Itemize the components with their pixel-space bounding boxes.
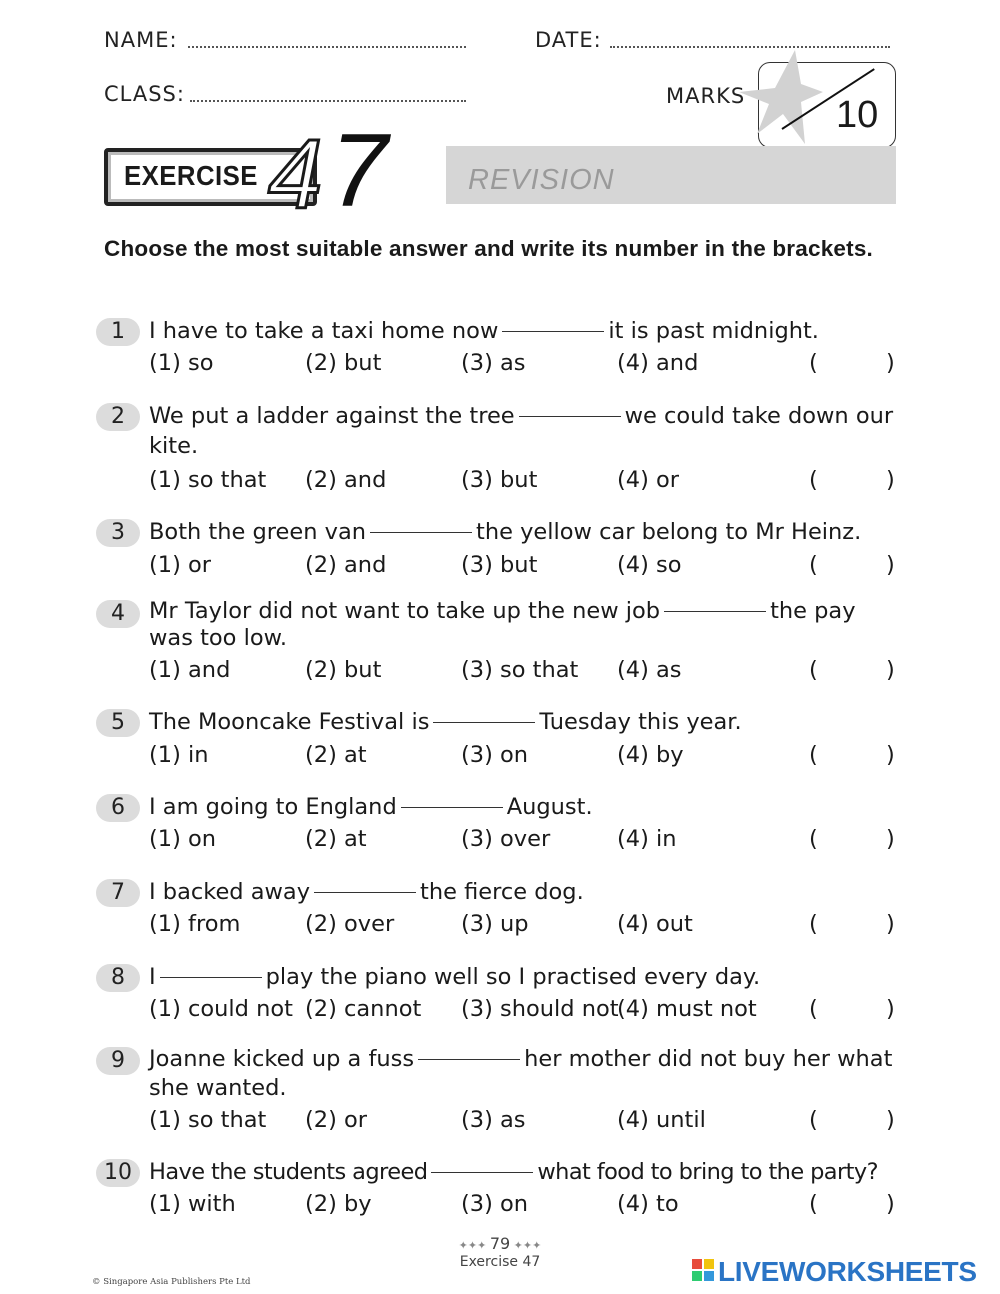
option-2[interactable]: (2) at bbox=[305, 742, 367, 768]
option-1[interactable]: (1) could not bbox=[149, 996, 293, 1022]
class-field[interactable] bbox=[190, 100, 466, 102]
option-4[interactable]: (4) in bbox=[617, 826, 677, 852]
exercise-label: EXERCISE bbox=[124, 160, 258, 191]
question-number: 8 bbox=[96, 964, 140, 992]
question-text-after: the yellow car belong to Mr Heinz. bbox=[476, 519, 862, 545]
option-3[interactable]: (3) up bbox=[461, 911, 529, 937]
question-text-after: Tuesday this year. bbox=[539, 709, 742, 735]
option-2[interactable]: (2) over bbox=[305, 911, 395, 937]
marks-label: MARKS bbox=[666, 84, 746, 108]
question-text bbox=[149, 1045, 897, 1103]
bracket-open: ( bbox=[809, 826, 818, 852]
bracket-close: ) bbox=[886, 1107, 895, 1133]
question-text-after: we could take down our kite. bbox=[149, 403, 894, 459]
option-2[interactable]: (2) and bbox=[305, 467, 387, 493]
option-1[interactable]: (1) or bbox=[149, 552, 212, 578]
option-4[interactable]: (4) and bbox=[617, 350, 699, 376]
question-text bbox=[149, 598, 897, 652]
bracket-open: ( bbox=[809, 996, 818, 1022]
page-number: ✦✦✦ 79 ✦✦✦ bbox=[458, 1234, 542, 1253]
option-1[interactable]: (1) with bbox=[149, 1191, 236, 1217]
question-text bbox=[149, 792, 897, 822]
bracket-close: ) bbox=[886, 826, 895, 852]
bracket-close: ) bbox=[886, 350, 895, 376]
question-text bbox=[149, 316, 897, 346]
instructions: Choose the most suitable answer and write its number in the brackets. bbox=[104, 236, 873, 261]
copyright: © Singapore Asia Publishers Pte Ltd bbox=[92, 1277, 251, 1287]
question-text bbox=[149, 877, 897, 907]
option-4[interactable]: (4) by bbox=[617, 742, 684, 768]
answer-blank[interactable] bbox=[664, 611, 766, 612]
ornament-right-icon: ✦✦✦ bbox=[510, 1239, 542, 1252]
question-number: 6 bbox=[96, 794, 140, 822]
option-4[interactable]: (4) or bbox=[617, 467, 680, 493]
date-label: DATE: bbox=[535, 28, 602, 52]
bracket-close: ) bbox=[886, 996, 895, 1022]
ornament-left-icon: ✦✦✦ bbox=[458, 1239, 490, 1252]
question-text-after: August. bbox=[506, 794, 593, 820]
option-1[interactable]: (1) so that bbox=[149, 467, 267, 493]
question-text bbox=[149, 401, 897, 461]
option-3[interactable]: (3) over bbox=[461, 826, 551, 852]
answer-blank[interactable] bbox=[418, 1059, 520, 1060]
bracket-open: ( bbox=[809, 742, 818, 768]
option-2[interactable]: (2) but bbox=[305, 350, 382, 376]
bracket-open: ( bbox=[809, 1191, 818, 1217]
bracket-close: ) bbox=[886, 1191, 895, 1217]
question-text-before: I am going to England bbox=[149, 794, 397, 820]
option-3[interactable]: (3) should not bbox=[461, 996, 619, 1022]
question-text-before: Both the green van bbox=[149, 519, 367, 545]
option-1[interactable]: (1) in bbox=[149, 742, 209, 768]
option-4[interactable]: (4) as bbox=[617, 657, 682, 683]
option-2[interactable]: (2) or bbox=[305, 1107, 368, 1133]
option-3[interactable]: (3) on bbox=[461, 742, 529, 768]
question-text-after: it is past midnight. bbox=[608, 318, 819, 344]
answer-blank[interactable] bbox=[433, 722, 535, 723]
option-2[interactable]: (2) at bbox=[305, 826, 367, 852]
bracket-open: ( bbox=[809, 467, 818, 493]
answer-blank[interactable] bbox=[370, 532, 472, 533]
option-2[interactable]: (2) but bbox=[305, 657, 382, 683]
question-text-after: what food to bring to the party? bbox=[537, 1159, 878, 1185]
bracket-open: ( bbox=[809, 1107, 818, 1133]
option-3[interactable]: (3) but bbox=[461, 552, 538, 578]
question-number: 10 bbox=[96, 1159, 140, 1187]
answer-blank[interactable] bbox=[519, 416, 621, 417]
exercise-reference: Exercise 47 bbox=[459, 1254, 541, 1270]
question-number: 4 bbox=[96, 600, 140, 628]
bracket-open: ( bbox=[809, 911, 818, 937]
bracket-close: ) bbox=[886, 742, 895, 768]
question-text-after: the fierce dog. bbox=[420, 879, 584, 905]
option-4[interactable]: (4) must not bbox=[617, 996, 757, 1022]
question-number: 1 bbox=[96, 318, 140, 346]
name-field[interactable] bbox=[188, 46, 466, 48]
question-number: 7 bbox=[96, 879, 140, 907]
option-4[interactable]: (4) until bbox=[617, 1107, 706, 1133]
bracket-open: ( bbox=[809, 657, 818, 683]
question-text-before: Joanne kicked up a fuss bbox=[149, 1046, 415, 1072]
question-text-before: I have to take a taxi home now bbox=[149, 318, 499, 344]
option-3[interactable]: (3) so that bbox=[461, 657, 579, 683]
answer-blank[interactable] bbox=[160, 977, 262, 978]
question-text-before: We put a ladder against the tree bbox=[149, 403, 515, 429]
option-4[interactable]: (4) to bbox=[617, 1191, 679, 1217]
answer-blank[interactable] bbox=[502, 331, 604, 332]
option-3[interactable]: (3) as bbox=[461, 1107, 526, 1133]
question-text-after: play the piano well so I practised every day. bbox=[265, 964, 761, 990]
question-text bbox=[149, 517, 897, 547]
bracket-close: ) bbox=[886, 657, 895, 683]
answer-blank[interactable] bbox=[431, 1172, 533, 1173]
question-text bbox=[149, 1157, 897, 1187]
option-1[interactable]: (1) from bbox=[149, 911, 241, 937]
bracket-open: ( bbox=[809, 552, 818, 578]
question-text-before: The Mooncake Festival is bbox=[149, 709, 430, 735]
question-number: 9 bbox=[96, 1047, 140, 1075]
question-text-before: Have the students agreed bbox=[149, 1159, 428, 1185]
bracket-open: ( bbox=[809, 350, 818, 376]
section-title: REVISION bbox=[468, 164, 615, 196]
option-3[interactable]: (3) as bbox=[461, 350, 526, 376]
option-4[interactable]: (4) so bbox=[617, 552, 682, 578]
exercise-digit-7: 7 bbox=[330, 113, 388, 229]
question-text bbox=[149, 962, 897, 992]
question-text-after: her mother did not buy her what she wanted. bbox=[149, 1046, 893, 1101]
exercise-digit-4: 4 bbox=[268, 119, 323, 229]
option-2[interactable]: (2) cannot bbox=[305, 996, 422, 1022]
option-1[interactable]: (1) so that bbox=[149, 1107, 267, 1133]
option-3[interactable]: (3) on bbox=[461, 1191, 529, 1217]
brand-logo[interactable]: LIVEWORKSHEETS bbox=[718, 1256, 977, 1287]
option-1[interactable]: (1) on bbox=[149, 826, 217, 852]
bracket-close: ) bbox=[886, 911, 895, 937]
answer-blank[interactable] bbox=[314, 892, 416, 893]
bracket-close: ) bbox=[886, 552, 895, 578]
question-number: 3 bbox=[96, 519, 140, 547]
question-text-before: Mr Taylor did not want to take up the new job bbox=[149, 598, 661, 624]
option-2[interactable]: (2) and bbox=[305, 552, 387, 578]
option-2[interactable]: (2) by bbox=[305, 1191, 372, 1217]
question-text-before: I bbox=[149, 964, 156, 990]
class-label: CLASS: bbox=[104, 82, 185, 106]
marks-total: 10 bbox=[836, 94, 879, 136]
question-text-after: the pay was too low. bbox=[149, 598, 856, 651]
option-4[interactable]: (4) out bbox=[617, 911, 693, 937]
answer-blank[interactable] bbox=[401, 807, 503, 808]
star-icon bbox=[735, 48, 825, 148]
question-text-before: I backed away bbox=[149, 879, 311, 905]
question-number: 5 bbox=[96, 709, 140, 737]
question-number: 2 bbox=[96, 403, 140, 431]
question-text bbox=[149, 707, 897, 737]
bracket-close: ) bbox=[886, 467, 895, 493]
name-label: NAME: bbox=[104, 28, 178, 52]
liveworksheets-logo-icon bbox=[692, 1259, 714, 1281]
option-3[interactable]: (3) but bbox=[461, 467, 538, 493]
option-1[interactable]: (1) and bbox=[149, 657, 231, 683]
option-1[interactable]: (1) so bbox=[149, 350, 214, 376]
